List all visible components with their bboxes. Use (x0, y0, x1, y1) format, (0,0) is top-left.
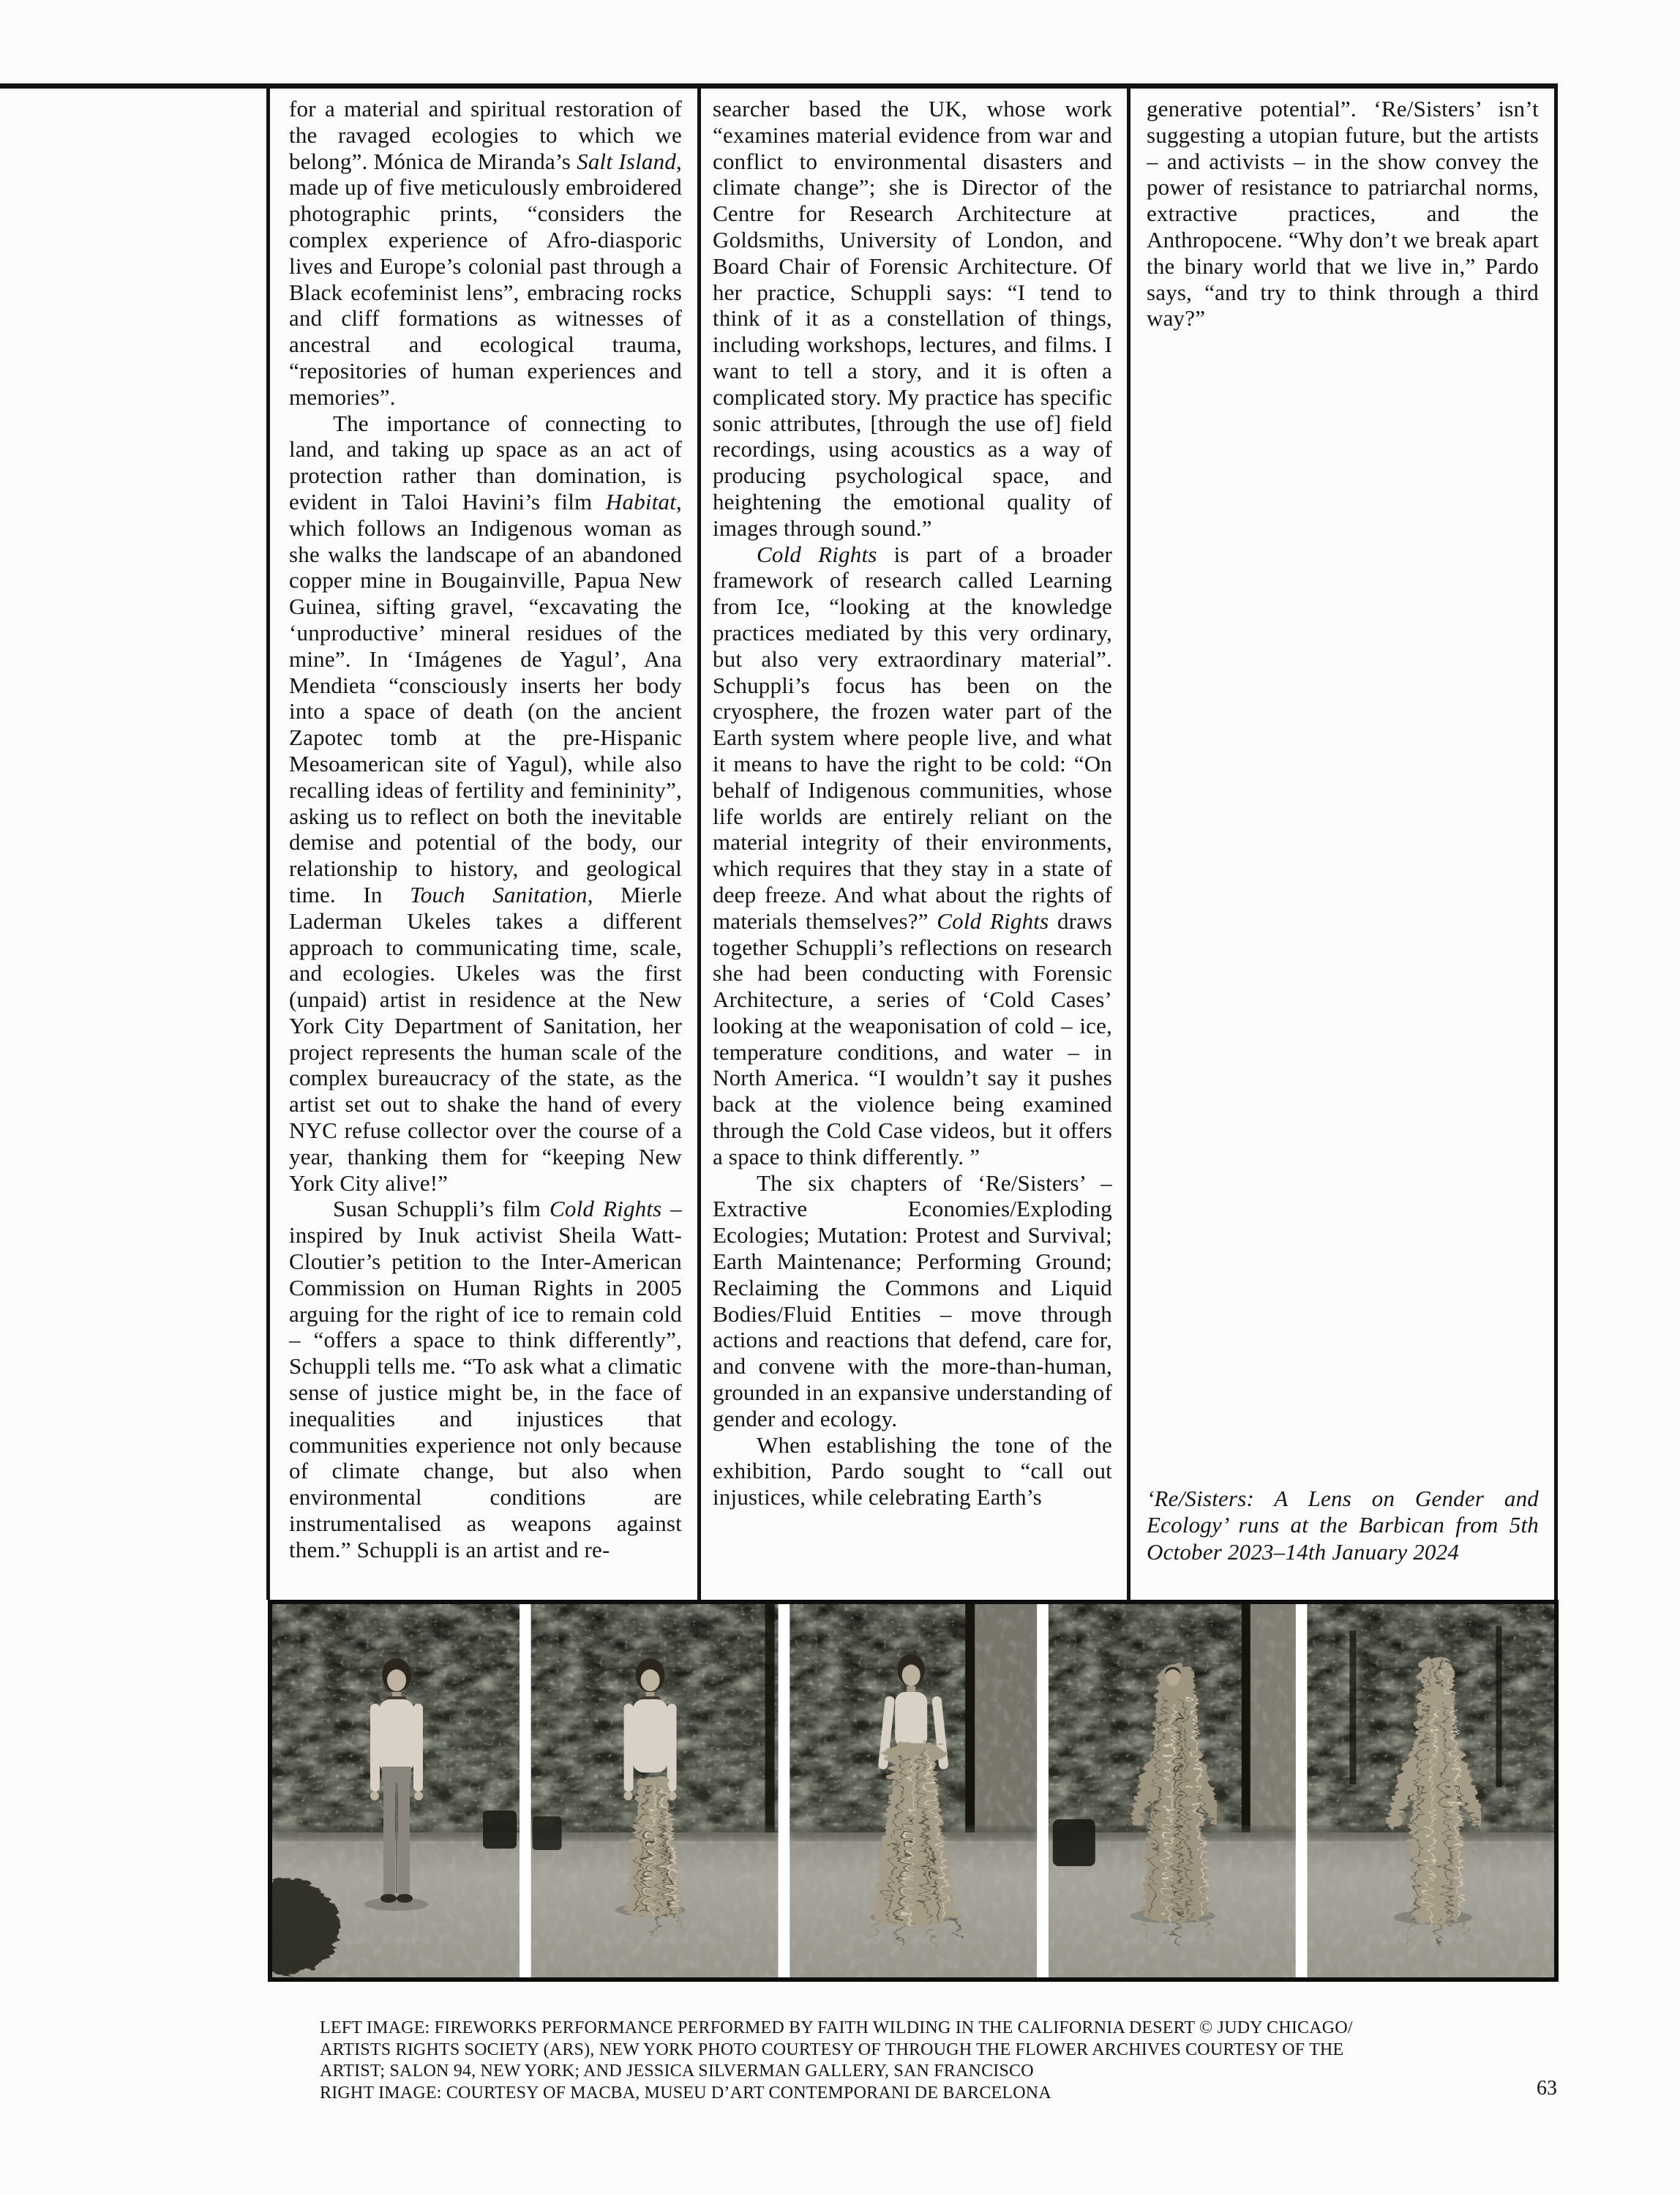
top-horizontal-rule (0, 83, 1558, 89)
photo-frame-2 (531, 1604, 779, 1977)
photo-frame-5 (1307, 1604, 1554, 1977)
exhibition-note: ‘Re/Sisters: A Lens on Gender and Ecology’ runs at the Barbican from 5th October 2023–14th January 2024 (1147, 1486, 1539, 1565)
column-rule-left (266, 86, 270, 1600)
column-rule-1-2 (697, 86, 701, 1600)
body-column-3: generative potential”. ‘Re/Sisters’ isn’t suggesting a utopian future, but the artists – and activists – in the show convey the power of resistance to patriarchal norms, extractive practices, and the Anthropocene. “Why don’t we break apart the binary world that we live in,” Pardo says, “and try to think through a third way?” (1147, 96, 1539, 332)
photo-frame-3 (790, 1604, 1037, 1977)
page-number: 63 (1537, 2077, 1557, 2100)
body-column-2: searcher based the UK, whose work “examines material evidence from war and conflict to environmental disasters and climate change”; she is Director of the Centre for Research Architecture at Goldsmiths, University of London, and Board Chair of Forensic Architecture. Of her practice, Schuppli says: “I tend to think of it as a constellation of things, including workshops, lectures, and films. I want to tell a story, and it is often a complicated story. My practice has specific sonic attributes, [through the use of] field recordings, using acoustics as a way of producing psychological space, and heightening the emotional quality of images through sound.” Cold Rights is part of a broader framework of research called Learning from Ice, “looking at the knowledge practices mediated by this very ordinary, but also very extraordinary material”. Schuppli’s focus has been on the cryosphere, the frozen water part of the Earth system where people live, and what it means to have the right to be cold: “On behalf of Indigenous communities, whose life worlds are entirely reliant on the material integrity of their environments, which requires that they stay in a state of deep freeze. And what about the rights of materials themselves?” Cold Rights draws together Schuppli’s reflections on research she had been conducting with Forensic Architecture, a series of ‘Cold Cases’ looking at the weaponisation of cold – ice, temperature conditions, and water – in North America. “I wouldn’t say it pushes back at the violence being examined through the Cold Case videos, but it offers a space to think differently. ” The six chapters of ‘Re/Sisters’ – Extractive Economies/Exploding Ecologies; Mutation: Protest and Survival; Earth Maintenance; Performing Ground; Reclaiming the Commons and Liquid Bodies/Fluid Entities – move through actions and reactions that defend, care for, and convene with the more-than-human, grounded in an expansive understanding of gender and ecology. When establishing the tone of the exhibition, Pardo sought to “call out injustices, while celebrating Earth’s (713, 96, 1112, 1510)
credits-caption: LEFT IMAGE: FIREWORKS PERFORMANCE PERFORMED BY FAITH WILDING IN THE CALIFORNIA DESERT © JUDY CHICAGO/ ARTISTS RIGHTS SOCIETY (ARS), NEW YORK PHOTO COURTESY OF THROUGH THE FLOWER ARCHIVES COURTESY OF THE ARTIST; SALON 94, NEW YORK; AND JESSICA SILVERMAN GALLERY, SAN FRANCISCO RIGHT IMAGE: COURTESY OF MACBA, MUSEU D’ART CONTEMPORANI DE BARCELONA (320, 2018, 1353, 2103)
photo-frame-4 (1049, 1604, 1296, 1977)
column-rule-right (1554, 86, 1558, 1600)
body-column-1: for a material and spiritual restoration of the ravaged ecologies to which we belong”. Mónica de Miranda’s Salt Island, made up of five meticulously embroidered photographic prints, “considers the complex experience of Afro-diasporic lives and Europe’s colonial past through a Black ecofeminist lens”, embracing rocks and cliff formations as witnesses of ancestral and ecological trauma, “repositories of human experiences and memories”. The importance of connecting to land, and taking up space as an act of protection rather than domination, is evident in Taloi Havini’s film Habitat, which follows an Indigenous woman as she walks the landscape of an abandoned copper mine in Bougainville, Papua New Guinea, sifting gravel, “excavating the ‘unproductive’ mineral residues of the mine”. In ‘Imágenes de Yagul’, Ana Mendieta “consciously inserts her body into a space of death (on the ancient Zapotec tomb at the pre-Hispanic Mesoamerican site of Yagul), while also recalling ideas of fertility and femininity”, asking us to reflect on both the inevitable demise and potential of the body, our relationship to history, and geological time. In Touch Sanitation, Mierle Laderman Ukeles takes a different approach to communicating time, scale, and ecologies. Ukeles was the first (unpaid) artist in residence at the New York City Department of Sanitation, her project represents the human scale of the complex bureaucracy of the state, as the artist set out to shake the hand of every NYC refuse collector over the course of a year, thanking them for “keeping New York City alive!” Susan Schuppli’s film Cold Rights – inspired by Inuk activist Sheila Watt-Cloutier’s petition to the Inter-American Commission on Human Rights in 2005 arguing for the right of ice to remain cold – “offers a space to think differently”, Schuppli tells me. “To ask what a climatic sense of justice might be, in the face of inequalities and injustices that communities experience not only because of climate change, but also when environmental conditions are instrumentalised as weapons against them.” Schuppli is an artist and re- (289, 96, 682, 1562)
photo-strip-image (268, 1600, 1559, 1982)
column-rule-2-3 (1127, 86, 1130, 1600)
photo-frame-1 (268, 1604, 520, 1977)
photo-strip (268, 1600, 1559, 1982)
